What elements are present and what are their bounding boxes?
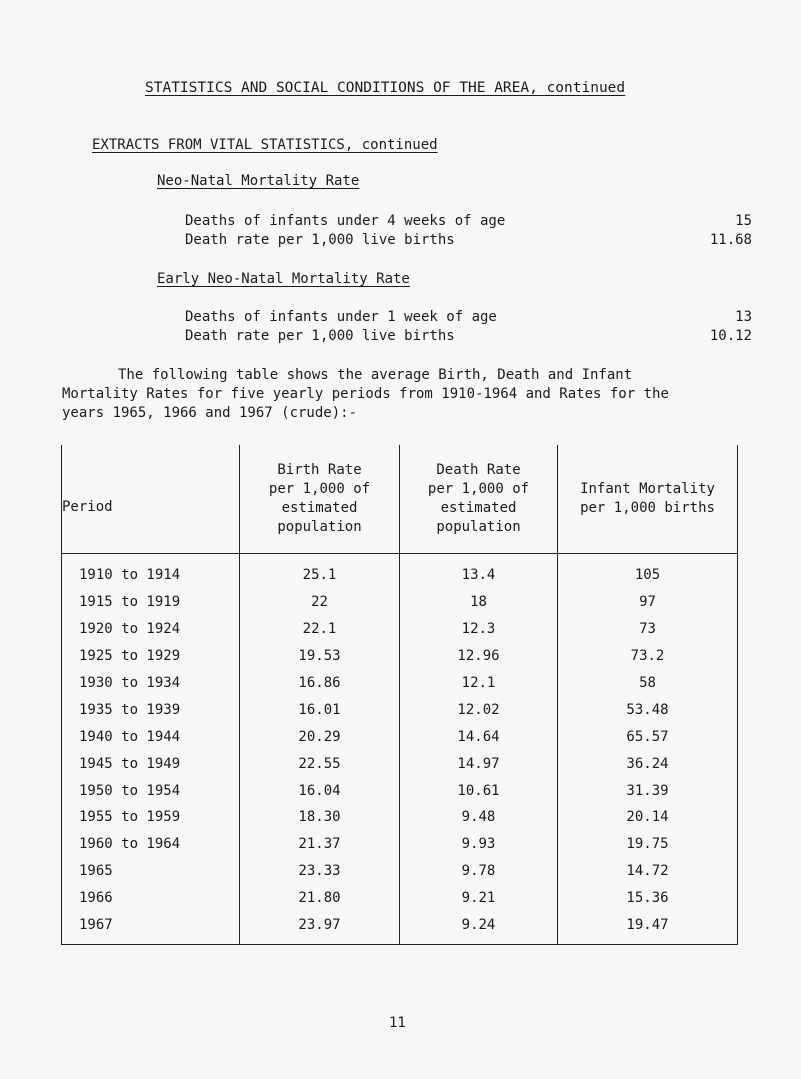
table-row <box>62 723 738 750</box>
cell-infant-mortality: 53.48 <box>558 696 738 723</box>
cell-birth-rate: 22 <box>240 589 400 616</box>
cell-death-rate: 12.96 <box>400 643 558 670</box>
header-period: Period <box>62 445 240 554</box>
cell-period: 1965 <box>62 858 240 885</box>
cell-infant-mortality: 73 <box>558 616 738 643</box>
cell-death-rate: 12.3 <box>400 616 558 643</box>
paragraph-line-3: years 1965, 1966 and 1967 (crude):- <box>62 405 358 421</box>
table-row <box>62 885 738 912</box>
cell-infant-mortality: 65.57 <box>558 723 738 750</box>
cell-infant-mortality: 73.2 <box>558 643 738 670</box>
table-row <box>62 750 738 777</box>
cell-period: 1967 <box>62 912 240 945</box>
neo-natal-deaths-value: 15 <box>735 213 752 229</box>
intro-paragraph <box>62 366 764 423</box>
cell-period: 1950 to 1954 <box>62 777 240 804</box>
table-row <box>62 912 738 945</box>
header-death-line-1: Death Rate <box>436 462 521 478</box>
cell-birth-rate: 23.33 <box>240 858 400 885</box>
cell-death-rate: 9.21 <box>400 885 558 912</box>
cell-period: 1960 to 1964 <box>62 831 240 858</box>
cell-infant-mortality: 36.24 <box>558 750 738 777</box>
table-row <box>62 696 738 723</box>
early-neo-natal-deaths-value: 13 <box>735 309 752 325</box>
cell-period: 1945 to 1949 <box>62 750 240 777</box>
cell-birth-rate: 16.86 <box>240 670 400 697</box>
cell-infant-mortality: 19.75 <box>558 831 738 858</box>
cell-death-rate: 9.93 <box>400 831 558 858</box>
page-title: STATISTICS AND SOCIAL CONDITIONS OF THE AREA, continued <box>145 80 626 96</box>
cell-infant-mortality: 105 <box>558 554 738 589</box>
header-death-line-2: per 1,000 of <box>427 481 530 497</box>
early-neo-natal-rate-label: Death rate per 1,000 live births <box>185 328 455 344</box>
cell-death-rate: 12.02 <box>400 696 558 723</box>
cell-birth-rate: 22.55 <box>240 750 400 777</box>
cell-period: 1940 to 1944 <box>62 723 240 750</box>
neo-natal-deaths-label: Deaths of infants under 4 weeks of age <box>185 213 506 229</box>
table-row <box>62 831 738 858</box>
cell-birth-rate: 18.30 <box>240 804 400 831</box>
cell-death-rate: 14.97 <box>400 750 558 777</box>
cell-birth-rate: 21.37 <box>240 831 400 858</box>
header-infant-line-2: per 1,000 births <box>580 500 715 516</box>
table-row <box>62 858 738 885</box>
table-header-row <box>62 445 738 554</box>
cell-infant-mortality: 19.47 <box>558 912 738 945</box>
cell-birth-rate: 22.1 <box>240 616 400 643</box>
header-birth-line-2: per 1,000 of <box>268 481 371 497</box>
cell-birth-rate: 16.04 <box>240 777 400 804</box>
cell-birth-rate: 19.53 <box>240 643 400 670</box>
header-death-line-4: population <box>436 519 521 535</box>
table-row <box>62 777 738 804</box>
cell-birth-rate: 16.01 <box>240 696 400 723</box>
cell-period: 1955 to 1959 <box>62 804 240 831</box>
cell-death-rate: 13.4 <box>400 554 558 589</box>
table-row <box>62 643 738 670</box>
cell-infant-mortality: 97 <box>558 589 738 616</box>
header-birth-line-1: Birth Rate <box>277 462 362 478</box>
table-row <box>62 616 738 643</box>
cell-birth-rate: 20.29 <box>240 723 400 750</box>
paragraph-line-1: The following table shows the average Birth, Death and Infant <box>118 367 633 383</box>
cell-period: 1966 <box>62 885 240 912</box>
header-infant-line-1: Infant Mortality <box>580 481 715 497</box>
header-birth-rate <box>240 445 400 554</box>
cell-infant-mortality: 31.39 <box>558 777 738 804</box>
page-number: 11 <box>389 1015 406 1031</box>
cell-period: 1910 to 1914 <box>62 554 240 589</box>
cell-infant-mortality: 14.72 <box>558 858 738 885</box>
table-row <box>62 804 738 831</box>
cell-death-rate: 18 <box>400 589 558 616</box>
header-death-rate <box>400 445 558 554</box>
neo-natal-rate-label: Death rate per 1,000 live births <box>185 232 455 248</box>
table-row <box>62 670 738 697</box>
early-neo-natal-rate-value: 10.12 <box>709 328 752 344</box>
table-row <box>62 589 738 616</box>
header-infant-mortality <box>558 445 738 554</box>
table-row <box>62 554 738 589</box>
cell-death-rate: 9.48 <box>400 804 558 831</box>
early-neo-natal-deaths-label: Deaths of infants under 1 week of age <box>185 309 497 325</box>
paragraph-line-2: Mortality Rates for five yearly periods from 1910-1964 and Rates for the <box>62 386 669 402</box>
cell-death-rate: 9.24 <box>400 912 558 945</box>
early-neo-natal-heading: Early Neo-Natal Mortality Rate <box>157 271 410 287</box>
cell-birth-rate: 21.80 <box>240 885 400 912</box>
cell-period: 1930 to 1934 <box>62 670 240 697</box>
rates-table <box>61 445 738 945</box>
neo-natal-heading: Neo-Natal Mortality Rate <box>157 173 360 189</box>
cell-death-rate: 10.61 <box>400 777 558 804</box>
cell-birth-rate: 25.1 <box>240 554 400 589</box>
cell-infant-mortality: 58 <box>558 670 738 697</box>
cell-infant-mortality: 15.36 <box>558 885 738 912</box>
cell-birth-rate: 23.97 <box>240 912 400 945</box>
header-death-line-3: estimated <box>440 500 517 516</box>
cell-period: 1915 to 1919 <box>62 589 240 616</box>
cell-period: 1935 to 1939 <box>62 696 240 723</box>
cell-death-rate: 9.78 <box>400 858 558 885</box>
cell-death-rate: 14.64 <box>400 723 558 750</box>
header-birth-line-3: estimated <box>281 500 358 516</box>
cell-infant-mortality: 20.14 <box>558 804 738 831</box>
neo-natal-rate-value: 11.68 <box>709 232 752 248</box>
section-subtitle: EXTRACTS FROM VITAL STATISTICS, continued <box>92 137 438 153</box>
cell-death-rate: 12.1 <box>400 670 558 697</box>
cell-period: 1920 to 1924 <box>62 616 240 643</box>
cell-period: 1925 to 1929 <box>62 643 240 670</box>
header-birth-line-4: population <box>277 519 362 535</box>
